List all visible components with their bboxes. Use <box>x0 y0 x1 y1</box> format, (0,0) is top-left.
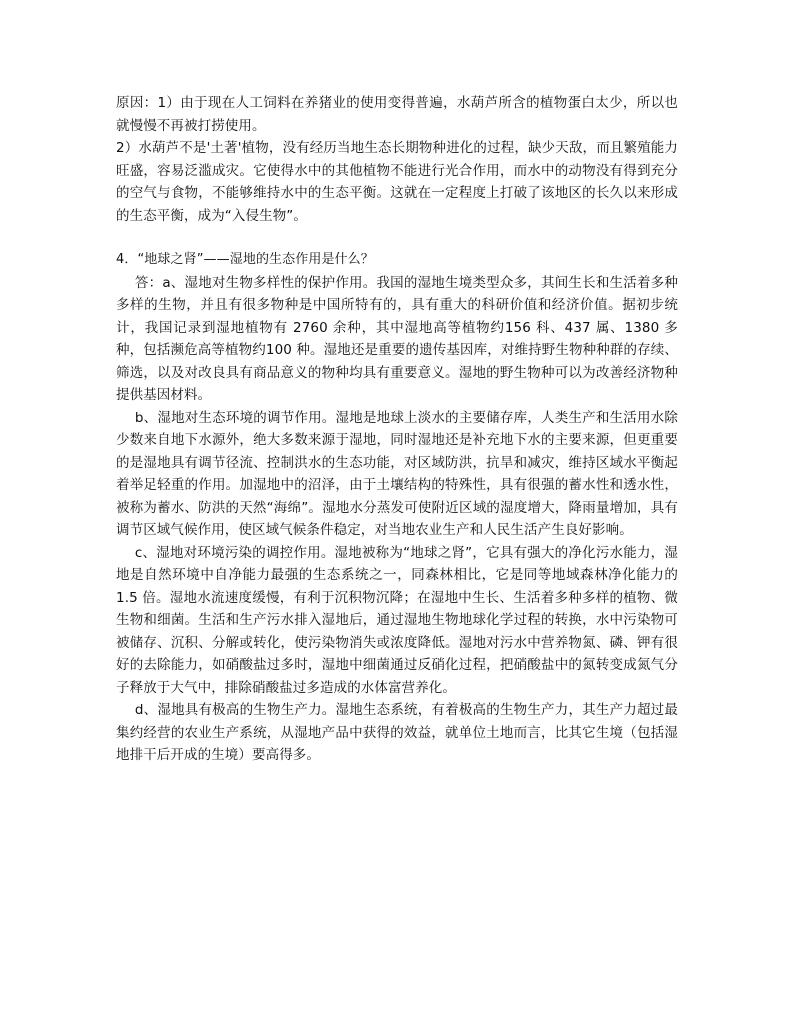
document-body <box>116 92 678 767</box>
reason-paragraph-2: 2）水葫芦不是'土著'植物，没有经历当地生态长期物种进化的过程，缺少天敌，而且繁殖能力旺盛，容易泛滥成灾。它使得水中的其他植物不能进行光合作用，而水中的动物没有得到充分的空气与食物，不能够维持水中的生态平衡。这就在一定程度上打破了该地区的长久以来形成的生态平衡，成为“入侵生物”。 <box>116 140 678 224</box>
reason-paragraph-1: 原因：1）由于现在人工饲料在养猪业的使用变得普遍，水葫芦所含的植物蛋白太少，所以也就慢慢不再被打捞使用。 <box>116 95 678 134</box>
paragraph-spacer <box>116 227 678 249</box>
answer-paragraph-a: 答：a、湿地对生物多样性的保护作用。我国的湿地生境类型众多，其间生长和生活着多种多样的生物，并且有很多物种是中国所特有的，具有重大的科研价值和经济价值。据初步统计，我国记录到湿地植物有 2760 余种，其中湿地高等植物约156 科、437 属、1380 多种，包括濒危高等植物约100 种。湿地还是重要的遗传基因库，对维持野生物种种群的存续、筛选，以及对改良具有商品意义的物种均具有重要意义。湿地的野生物种可以为改善经济物种提供基因材料。 <box>116 274 678 403</box>
question-heading: 4．“地球之肾”——湿地的生态作用是什么？ <box>116 252 374 267</box>
answer-paragraph-c: c、湿地对环境污染的调控作用。湿地被称为“地球之肾”，它具有强大的净化污水能力，湿地是自然环境中自净能力最强的生态系统之一，同森林相比，它是同等地域森林净化能力的 1.5 倍。湿地水流速度缓慢，有利于沉积物沉降；在湿地中生长、生活着多种多样的植物、微生物和细菌。生活和生产污水排入湿地后，通过湿地生物地球化学过程的转换，水中污染物可被储存、沉积、分解或转化，使污染物消失或浓度降低。湿地对污水中营养物氮、磷、钾有很好的去除能力，如硝酸盐过多时，湿地中细菌通过反硝化过程，把硝酸盐中的氮转变成氮气分子释放于大气中，排除硝酸盐过多造成的水体富营养化。 <box>116 544 678 696</box>
answer-paragraph-b: b、湿地对生态环境的调节作用。湿地是地球上淡水的主要储存库，人类生产和生活用水除少数来自地下水源外，绝大多数来源于湿地，同时湿地还是补充地下水的主要来源，但更重要的是湿地具有调节径流、控制洪水的生态功能，对区域防洪，抗旱和减灾，维持区域水平衡起着举足轻重的作用。加湿地中的沼泽，由于土壤结构的特殊性，具有很强的蓄水性和透水性，被称为蓄水、防洪的天然“海绵”。湿地水分蒸发可使附近区域的湿度增大，降雨量增加，具有调节区域气候作用，使区域气候条件稳定，对当地农业生产和人民生活产生良好影响。 <box>116 409 678 538</box>
answer-paragraph-d: d、湿地具有极高的生物生产力。湿地生态系统，有着极高的生物生产力，其生产力超过最集约经营的农业生产系统，从湿地产品中获得的效益，就单位土地而言，比其它生境（包括湿地排干后开成的生境）要高得多。 <box>116 702 678 763</box>
